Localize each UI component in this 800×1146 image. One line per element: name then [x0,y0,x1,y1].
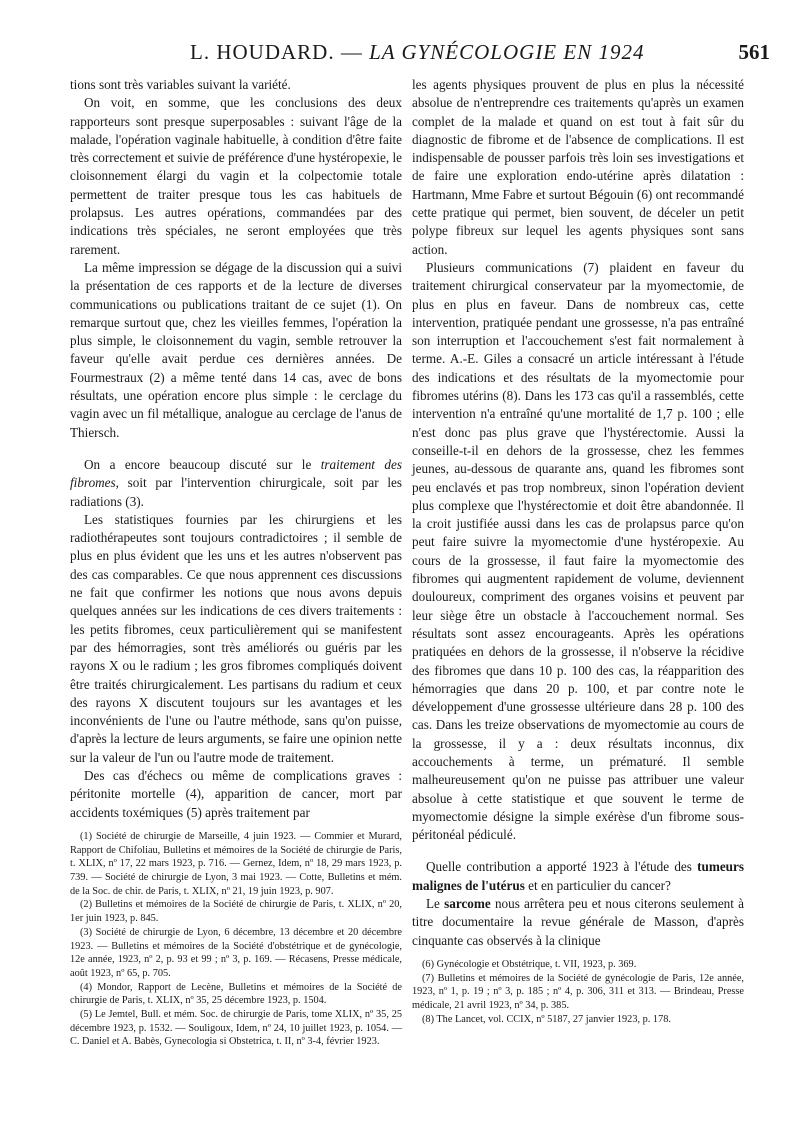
footnote: (8) The Lancet, vol. CCIX, nº 5187, 27 janvier 1923, p. 178. [422,1013,671,1025]
footnote: (6) Gynécologie et Obstétrique, t. VII, 1923, p. 369. [422,958,637,970]
body-paragraph: Des cas d'échecs ou même de complications graves : péritonite mortelle (4), apparition de cancer, mort par accidents toxémiques (5) après traitement par [70,767,402,820]
sarcome-after: nous arrêtera peu et nous citerons seulement à titre documentaire la revue générale de Masson, d'après cinquante cas observés à la clinique [412,896,744,948]
header-title: LA GYNÉCOLOGIE EN 1924 [369,40,645,64]
body-paragraph: tions sont très variables suivant la variété. [70,77,291,92]
question-after: et en particulier du cancer? [524,877,671,893]
footnote: (2) Bulletins et mémoires de la Société de chirurgie de Paris, t. XLIX, nº 20, 1er juin 1923, p. 845. [70,899,402,925]
body-paragraph: La même impression se dégage de la discussion qui a suivi la présentation de ces rapports et de la lecture de diverses communications ou publications traitant de ce sujet (1). On remarque surtout que, chez les vieilles femmes, l'opération la plus simple, le cloisonnement du vagin, semble retrouver la faveur qu'elle avait perdue ces dernières années. De Fourmestraux (2) a même tenté dans 14 cas, avec de bons résultats, une opération encore plus simple : le cerclage du vagin avec un fil métallique, analogue au cerclage de l'anus de Thiersch. [70,259,402,440]
fibromes-intro-italic: traitement des fibromes [70,456,402,491]
footnote: (3) Société de chirurgie de Lyon, 6 décembre, 13 décembre et 20 décembre 1923. — Bulletins et mémoires de la Société d'obstétrique et de gynécologie, 12e année, 1923, nº 2, p. 93 et 99 ; nº 3, p. 169. — Récasens, Presse médicale, août 1923, nº 65, p. 705. [70,926,402,979]
body-paragraph: Les statistiques fournies par les chirurgiens et les radiothérapeutes sont toujours contradictoires ; il semble de plus en plus évident que les uns et les autres n'observent pas des cas comparables. Ce que nous apprennent ces discussions ne fait que confirmer les notions que nous avons depuis quelques années sur les indications de ces divers traitements : les petits fibromes, ceux particulièrement qui se manifestent par des hémorragies, sont très améliorés ou guéris par les rayons X ou le radium ; les gros fibromes compliqués doivent être traités chirurgicalement. Les partisans du radium et ceux des rayons X discutent toujours sur les avantages et les inconvénients de l'une ou l'autre méthode, sans qu'on puisse, d'après la lecture de leurs arguments, se faire une opinion nette sur la valeur de l'un ou l'autre mode de traitement. [70,511,402,765]
footnote: (1) Société de chirurgie de Marseille, 4 juin 1923. — Commier et Murard, Rapport de Chifoliau, Bulletins et mémoires de la Société de chirurgie de Paris, t. XLIX, nº 17, 22 mars 1923, p. 716. — Gernez, Idem, nº 18, 29 mars 1923, p. 739. — Société de chirurgie de Lyon, 3 mai 1923. — Cotte, Bulletins et mém. de la Soc. de chir. de Paris, t. XLIX, nº 21, 19 juin 1923, p. 907. [70,830,402,897]
question-before: Quelle contribution a apporté 1923 à l'étude des [426,859,698,875]
question-paragraph [412,858,744,895]
body-paragraph: On voit, en somme, que les conclusions des deux rapporteurs sont presque superposables : suivant l'âge de la malade, l'opération vaginale habituelle, à condition d'être faite très correctement et suivie de préférence d'une hystéropexie, le cloisonnement élargi du vagin et la colpectomie totale permettent de traiter presque tous les cas habituels de prolapsus. Les autres opérations, commandées par des indications très spéciales, ne seront employées que très rarement. [70,95,402,257]
body-paragraph: Plusieurs communications (7) plaident en faveur du traitement chirurgical conservateur par la myomectomie, de plus en plus en faveur. Dans de nombreux cas, cette intervention, pratiquée pendant une grossesse, n'a pas entraîné son interruption et l'accouchement s'est fait normalement à terme. A.-E. Giles a consacré un article intéressant à l'étude des indications et des résultats de la myomectomie pour fibromes utérins (8). Dans les 173 cas qu'il a rassemblés, cette intervention n'a entraîné qu'une mortalité de 1,7 p. 100 ; elle n'est donc pas plus grave que l'hystérectomie. Aussi la conseille-t-il en dehors de la grossesse, chez les femmes jeunes, au-dessous de quarante ans, quand les fibromes sont peu enclavés et pas trop nombreux, sinon l'opération devient plus complexe que l'hystérectomie et doit être abandonnée. Il la croit justifiée aussi dans les cas de prolapsus parce qu'on peut faire suivre la myomectomie d'une hystéropexie. Au cours de la grossesse, il faut faire la myomectomie des fibromes qui augmentent rapidement de volume, deviennent douloureux, compriment des organes voisins et peuvent par leur siège être un obstacle à l'accouchement normal. Ses résultats sont assez encourageants. Après les opérations pratiquées en dehors de la grossesse, il n'observe la récidive des fibromes que dans 10 p. 100 des cas, la réapparition des hémorragies que dans 20 p. 100, et par contre note le développement d'une grossesse ultérieure dans 28 p. 100 des cas. Dans les treize observations de myomectomie au cours de la grossesse, il y a : deux résultats inconnus, dix accouchements à terme, un prématuré. Il semble malheureusement qu'on ne puisse pas attribuer une valeur absolue à cette statistique et que souvent le terme de myomectomie désigne la simple exérèse d'un fibrome sous-péritonéal pédiculé. [412,259,744,843]
fibromes-intro-before: On a encore beaucoup discuté sur le [84,456,321,472]
left-column [70,76,402,1049]
footnote: (7) Bulletins et mémoires de la Société de gynécologie de Paris, 12e année, 1923, nº 1, p. 19 ; nº 3, p. 185 ; nº 4, p. 306, 311 et 313. — Brindeau, Presse médicale, 21 avril 1923, nº 34, p. 385. [412,972,744,1012]
footnote: (4) Mondor, Rapport de Lecène, Bulletins et mémoires de la Société de chirurgie de Paris, t. XLIX, nº 35, 25 décembre 1923, p. 1504. [70,981,402,1007]
fibromes-paragraph [70,456,402,511]
header-author: L. HOUDARD. — [190,40,363,64]
page-number: 561 [738,40,770,64]
sarcome-paragraph [412,895,744,950]
body-paragraph: les agents physiques prouvent de plus en plus la nécessité absolue de n'entreprendre ces traitements qu'après un examen complet de la malade et quand on est tout à fait sûr du diagnostic de fibrome et de l'absence de complications. Il est indispensable de pousser parfois très loin ses investigations et de faire une exploration endo-utérine après dilatation : Hartmann, Mme Fabre et surtout Bégouin (6) ont recommandé cette pratique qui permet, bien souvent, de déceler un petit polype fibreux sur lequel les agents physiques sont sans action. [412,77,744,257]
fibromes-intro-after: , soit par l'intervention chirurgicale, soit par les radiations (3). [70,475,402,509]
sarcome-bold: sarcome [444,896,491,912]
running-title [190,40,644,65]
question-bold: tumeurs malignes de l'utérus [412,859,744,893]
sarcome-before: Le [426,896,445,912]
footnote: (5) Le Jemtel, Bull. et mém. Soc. de chirurgie de Paris, tome XLIX, nº 35, 25 décembre 1923, p. 1532. — Souligoux, Idem, nº 24, 10 juillet 1923, p. 1054. — C. Daniel et A. Babès, Gynecologia si Obstetrica, t. II, nº 3-4, février 1923. [70,1009,402,1048]
footnotes-right [412,958,744,1027]
footnotes-left [70,830,402,1049]
running-header [150,40,770,70]
right-column [412,76,744,1026]
